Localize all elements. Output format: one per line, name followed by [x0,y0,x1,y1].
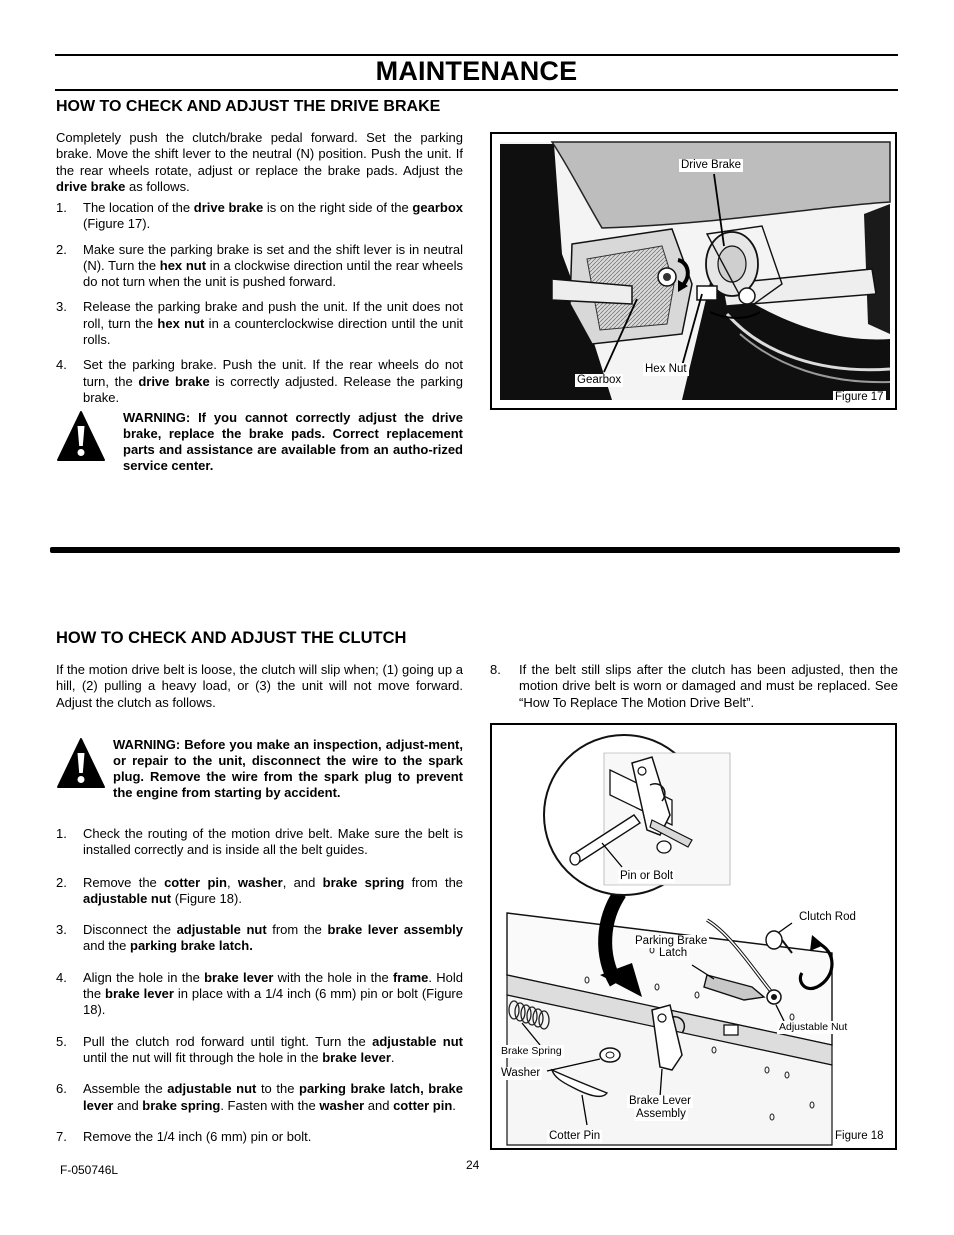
clutch-intro: If the motion drive belt is loose, the clutch will slip when; (1) going up a hill, (2) pulling a heavy load, or (3) the unit will not move forward. Adjust the clutch as follows. [56,662,463,710]
brake-intro-tail: as follows. [125,178,190,194]
step-text: Set the parking brake. Push the unit. If the rear wheels do not turn, the [83,357,463,389]
clutch-step [56,970,463,1019]
step-text: Align the hole in the [83,969,205,985]
clutch-step [56,1034,463,1067]
warning-triangle-icon [56,737,106,789]
step-text: in place with a 1/4 inch (6 mm) pin or bolt (Figure 18). [83,986,463,1018]
step-number: 1. [56,200,67,215]
step-bold: brake lever [105,986,174,1002]
step-text: Remove the 1/4 inch (6 mm) pin or bolt. [83,1128,312,1144]
step-text: and [113,1097,143,1113]
adjustable-nut-label: Adjustable Nut [779,1021,848,1033]
title-rule [55,89,898,91]
clutch-step [56,826,463,859]
step-text: If the belt still slips after the clutch has been adjusted, then the motion drive belt is worn or damaged and must be replaced. See “How To Replace The Motion Drive Belt”. [519,662,898,710]
brake-step [56,357,463,406]
brake-section-heading: HOW TO CHECK AND ADJUST THE DRIVE BRAKE [56,98,441,115]
step-text: and the [83,938,130,954]
step-text: Remove the [83,874,165,890]
step-text: The location of the [83,200,194,215]
brake-intro-bold: drive brake [56,178,126,194]
step-bold: washer [319,1097,365,1113]
step-bold: brake spring [142,1097,221,1113]
step-number: 4. [56,969,67,985]
cotter-pin-label: Cotter Pin [549,1130,601,1142]
step-bold: cotter pin [393,1097,453,1113]
step-text: Release the parking brake and push the unit. If the unit does not roll, turn the [83,299,463,331]
step-bold: gearbox [412,200,463,215]
step-number: 2. [56,874,67,890]
gearbox-label: Gearbox [577,374,622,386]
page-title: MAINTENANCE [375,56,578,86]
step-bold: hex nut [157,315,205,331]
clutch-steps [56,826,463,1154]
step-text: Assemble the [83,1081,168,1097]
step-bold: brake lever [204,969,274,985]
hex-nut-label: Hex Nut [645,363,687,375]
step-bold: brake lever [322,1049,391,1065]
step-bold: frame [392,969,429,985]
step-text: Disconnect the [83,922,177,938]
step-text: Pull the clutch rod forward until tight. Turn the [83,1033,373,1049]
brake-steps [56,200,463,415]
step-text: Make sure the parking brake is set and the shift lever is in neutral (N). Turn the [83,241,463,273]
step-number: 7. [56,1128,67,1144]
clutch-step [490,662,898,711]
brake-lever-assembly-label-2: Assembly [636,1108,686,1120]
step-bold: hex nut [159,257,207,273]
step-bold: drive brake [138,373,210,389]
section-divider [50,547,900,553]
figure-18 [490,723,897,1150]
step-text: from the [404,874,464,890]
step-text: (Figure 17). [83,216,151,232]
clutch-rod-label: Clutch Rod [799,911,856,923]
step-number: 1. [56,826,67,841]
clutch-step [56,875,463,908]
step-number: 8. [490,662,501,677]
brake-step [56,200,463,233]
step-text: (Figure 18). [171,890,242,906]
step-bold: adjustable nut [167,1081,257,1097]
parking-brake-latch-label-2: Latch [659,947,688,959]
figure-18-caption: Figure 18 [835,1130,884,1142]
step-text: , and [282,874,323,890]
step-number: 3. [56,922,67,938]
step-text: Check the routing of the motion drive belt. Make sure the belt is installed correctly and is inside all the belt guides. [83,826,463,858]
pin-or-bolt-label: Pin or Bolt [620,870,674,882]
step-text: . Hold the [83,969,463,1002]
clutch-warning [56,737,463,807]
brake-spring-label: Brake Spring [501,1045,562,1057]
step-text: , [227,874,238,890]
step-number: 4. [56,357,67,373]
step-bold: brake spring [322,874,405,890]
step-text: . Fasten with the [220,1097,320,1113]
brake-warning [56,410,463,480]
step-bold: drive brake [193,200,264,215]
warning-triangle-icon [56,410,106,462]
step-text: until the nut will fit through the hole in the [83,1049,323,1065]
figure-17-caption: Figure 17 [835,391,884,403]
clutch-step [56,1081,463,1114]
step-text: is correctly adjusted. Release the parking brake. [83,373,464,405]
clutch-step [56,1129,463,1145]
step-bold: parking brake latch, brake lever [83,1081,463,1113]
brake-step [56,242,463,291]
parking-brake-latch-label-1: Parking Brake [635,935,708,947]
step-text: and [364,1097,394,1113]
step-text: . [390,1049,395,1065]
step-bold: cotter pin [164,874,227,890]
washer-label: Washer [501,1067,541,1079]
step-bold: adjustable nut [83,890,172,906]
clutch-step-8 [490,662,898,720]
step-text: with the hole in the [273,969,393,985]
figure-17 [490,132,897,410]
step-text: . [452,1097,456,1113]
clutch-section-heading: HOW TO CHECK AND ADJUST THE CLUTCH [56,629,407,647]
step-bold: brake lever assembly [327,922,463,938]
step-number: 5. [56,1033,67,1049]
page-number: 24 [466,1158,480,1172]
step-bold: adjustable nut [372,1033,463,1049]
brake-intro-text: Completely push the clutch/brake pedal forward. Set the parking brake. Move the shift lever to the neutral (N) position. Push the unit. If the rear wheels rotate, adjust or replace the brake pads. Adjust the [56,130,463,178]
step-text: from the [266,922,328,938]
step-text: is on the right side of the [263,200,413,215]
step-number: 6. [56,1081,67,1097]
clutch-step [56,922,463,955]
brake-step [56,299,463,348]
drive-brake-label: Drive Brake [681,159,742,171]
step-number: 3. [56,299,67,315]
clutch-warning-text: WARNING: Before you make an inspection, adjust-ment, or repair to the unit, disconnect the wire to the spark plug. Remove the wire from the spark plug to prevent the engine from starting by accident. [113,737,463,800]
step-text: to the [256,1081,299,1097]
document-code: F-050746L [60,1163,119,1177]
drive-brake-illustration [492,134,895,408]
brake-warning-text: WARNING: If you cannot correctly adjust the drive brake, replace the brake pads. Correct replacement parts and assistance are available from an autho-rized service center. [123,410,463,473]
step-text: in a clockwise direction until the rear wheels do not turn when the unit is pushed forward. [83,257,463,290]
brake-lever-assembly-label-1: Brake Lever [629,1095,692,1107]
step-bold: adjustable nut [176,922,267,938]
brake-intro [56,130,463,195]
step-bold: washer [237,874,283,890]
step-number: 2. [56,241,67,257]
step-text: in a counterclockwise direction until the unit rolls. [83,315,463,348]
step-bold: parking brake latch. [130,938,253,954]
